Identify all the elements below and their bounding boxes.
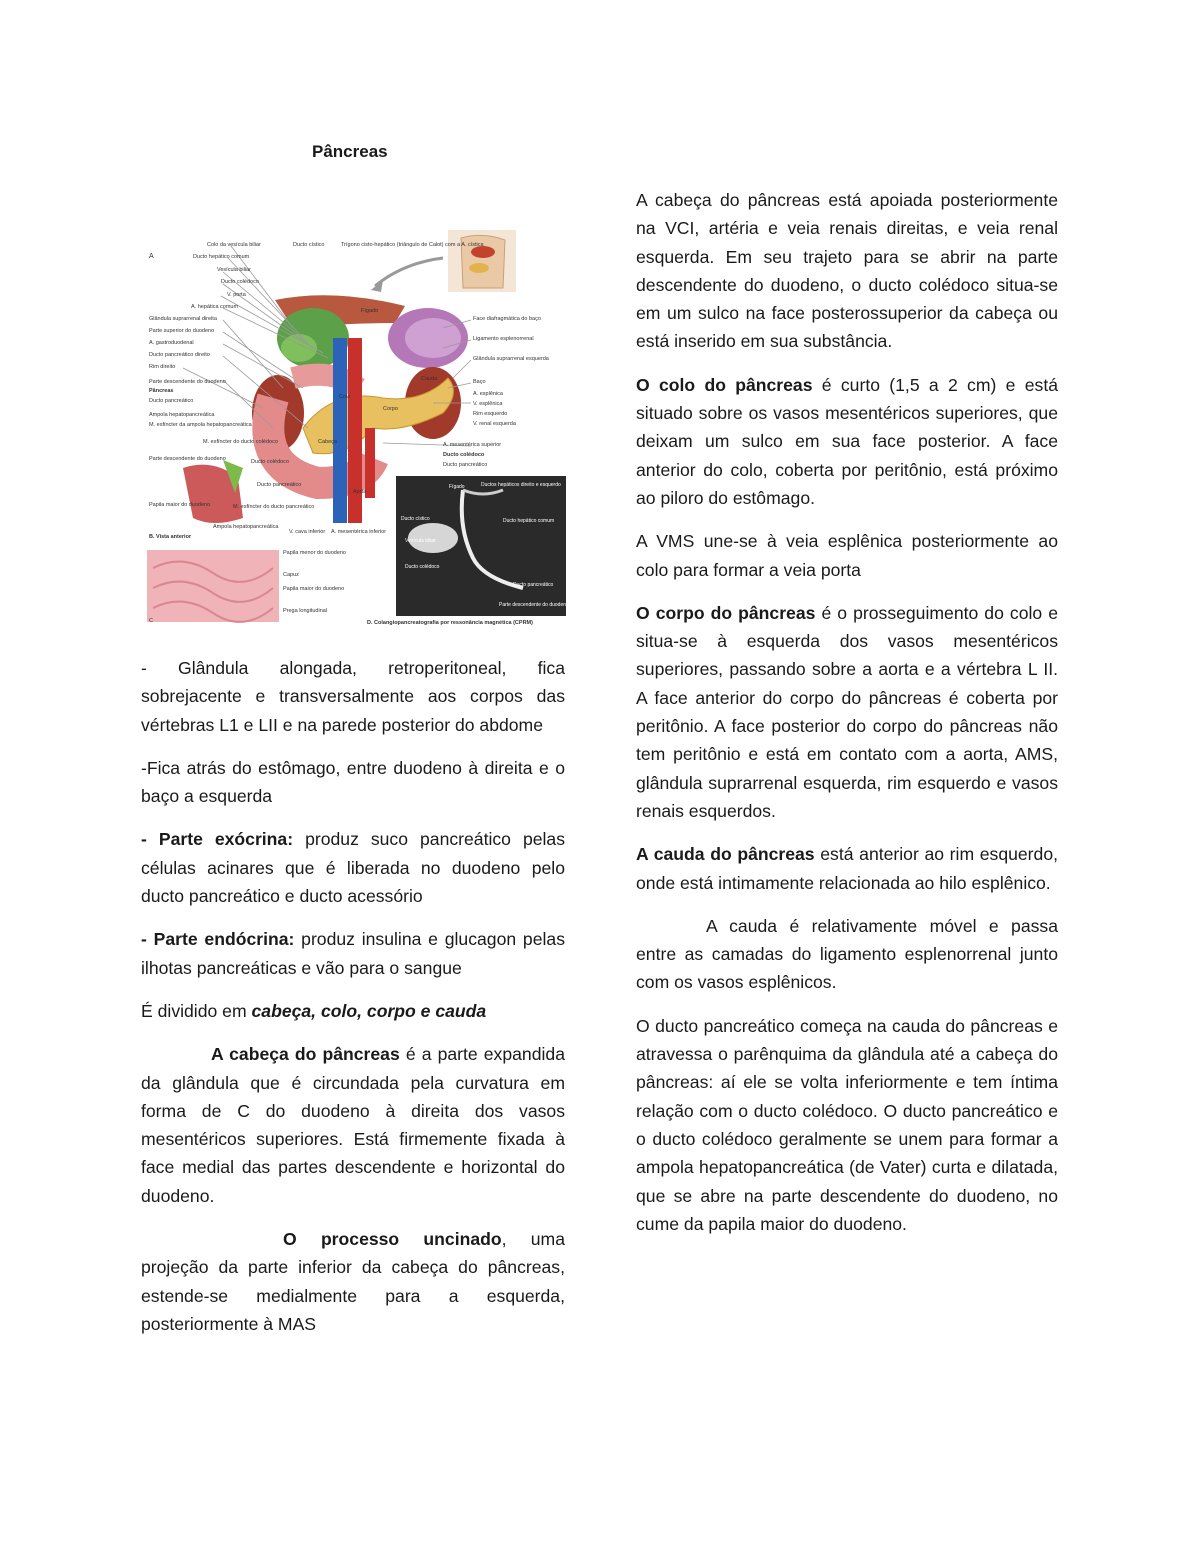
fig-label: Ampola hepatopancreática (213, 524, 279, 530)
fig-label: A. mesentérica superior (443, 442, 502, 448)
paragraph (141, 925, 565, 982)
right-column (636, 186, 1058, 1253)
fig-label: Glândula suprarrenal direita (149, 316, 217, 322)
organ-label: Aorta (353, 489, 367, 495)
organ-label: Cabeça (318, 439, 337, 445)
paragraph (636, 912, 1058, 997)
fig-label: Ligamento esplenorrenal (473, 336, 534, 342)
anatomy-figure (143, 228, 569, 634)
mri-label: Vesícula biliar (405, 538, 436, 544)
paragraph-text: é a parte expandida da glândula que é circundada pela curvatura em forma de C do duodeno à direita dos vasos mesentéricos superiores. Está firmemente fixada à face medial das partes descendente e horizontal do duodeno. (141, 1044, 565, 1206)
fig-label: A. esplênica (473, 391, 503, 397)
mri-label: Fígado (449, 484, 465, 490)
fig-label: A. gastroduodenal (149, 340, 194, 346)
paragraph (636, 1012, 1058, 1238)
paragraph (141, 997, 565, 1025)
paragraph-text: É dividido em (141, 1000, 252, 1021)
fig-label: V. esplênica (473, 401, 503, 407)
figure-label-d: D. Colangiopancreatografia por ressonância magnética (CPRM) (367, 620, 533, 626)
bold-term: A cauda do pâncreas (636, 844, 815, 865)
bold-term: - Parte endócrina: (141, 929, 295, 950)
fig-label: A. hepática comum (191, 304, 239, 310)
paragraph (636, 527, 1058, 584)
mri-label: Ducto colédoco (405, 564, 440, 570)
paragraph (636, 840, 1058, 897)
left-column (141, 654, 565, 1353)
paragraph-text: -Fica atrás do estômago, entre duodeno à direita e o baço a esquerda (141, 757, 565, 807)
fig-label: Papila menor do duodeno (283, 550, 346, 556)
fig-label: Prega longitudinal (283, 608, 328, 614)
fig-label: Capuz (283, 572, 299, 578)
fig-label: M. esfíncter da ampola hepatopancreática (149, 422, 252, 428)
paragraph (141, 825, 565, 910)
paragraph-text: O ducto pancreático começa na cauda do pâncreas e atravessa o parênquima da glândula até a cabeça do pâncreas: aí ele se volta inferiormente e tem íntima relação com o ducto colédoco. O ducto pancreático e o ducto colédoco geralmente se unem para formar a ampola hepatopancreática (de Vater) curta e dilatada, que se abre na parte descendente do duodeno, no cume da papila maior do duodeno. (636, 1015, 1058, 1234)
fig-label: Papila maior do duodeno (283, 586, 345, 592)
figure-label-c: C (149, 618, 153, 624)
fig-label: Ducto hepático comum (193, 254, 250, 260)
fig-label: Rim direito (149, 364, 176, 370)
fig-label: A. mesentérica inferior (331, 529, 387, 535)
fig-label: Parte descendente do duodeno (149, 379, 226, 385)
fig-label: Ducto pancreático (149, 398, 194, 404)
fig-label: Baço (473, 379, 486, 385)
paragraph (636, 599, 1058, 825)
mri-label: Parte descendente do duodeno (499, 602, 569, 608)
bold-term: O processo uncinado (283, 1229, 502, 1250)
paragraph-text: produz insulina e glucagon pelas ilhotas pancreáticas e vão para o sangue (141, 929, 565, 978)
organ-label: Cauda (421, 376, 438, 382)
fig-label: V. cava inferior (289, 529, 326, 535)
fig-label: V. renal esquerda (473, 421, 516, 427)
paragraph-text: A cabeça do pâncreas está apoiada posteriormente na VCI, artéria e veia renais direitas, e veia renal esquerda. Em seu trajeto para se abrir na parte descendente do duodeno, o ducto colédoco situa-se em um sulco na face posterossuperior da cabeça ou está inserido em sua substância. (636, 190, 1058, 352)
paragraph (141, 654, 565, 739)
organ-label: Corpo (383, 406, 398, 412)
fig-label: Rim esquerdo (473, 411, 508, 417)
fig-label: M. esfíncter do ducto pancreático (233, 504, 315, 510)
figure-label-a: A (149, 253, 154, 260)
fig-label: Ducto pancreático direito (149, 352, 210, 358)
paragraph-text: está anterior ao rim esquerdo, onde está intimamente relacionada ao hilo esplênico. (636, 844, 1058, 893)
bold-term: - Parte exócrina: (141, 829, 294, 850)
fig-label: Ducto colédoco (443, 452, 485, 458)
paragraph-text: A cauda é relativamente móvel e passa entre as camadas do ligamento esplenorrenal junto com os vasos esplênicos. (636, 915, 1058, 993)
fig-label: Papila maior do duodeno (149, 502, 211, 508)
paragraph (636, 371, 1058, 512)
paragraph-text: - Glândula alongada, retroperitoneal, fica sobrejacente e transversalmente aos corpos das vértebras L1 e LII e na parede posterior do abdome (141, 658, 565, 735)
bold-term: O corpo do pâncreas (636, 602, 816, 623)
paragraph (636, 186, 1058, 356)
paragraph-text: é curto (1,5 a 2 cm) e está situado sobre os vasos mesentéricos superiores, que deixam um sulco em sua face posterior. A face anterior do colo, coberta por peritônio, está próximo ao piloro do estômago. (636, 374, 1058, 508)
paragraph (141, 754, 565, 811)
fig-label: Trígono cisto-hepático (triângulo de Calot) com a A. cística (341, 242, 484, 248)
figure-label-b: B. Vista anterior (149, 534, 192, 540)
fig-label: Pâncreas (149, 388, 174, 394)
mri-label: Ducto cístico (401, 516, 430, 522)
paragraph-text: A VMS une-se à veia esplênica posteriormente ao colo para formar a veia porta (636, 531, 1058, 580)
fig-label: Ducto pancreático (443, 462, 488, 468)
fig-label: Parte descendente do duodeno (149, 456, 226, 462)
fig-label: Ampola hepatopancreática (149, 412, 215, 418)
organ-label: Colo (339, 394, 351, 400)
mri-label: Ductos hepáticos direito e esquerdo (481, 482, 561, 488)
italic-term: cabeça, colo, corpo e cauda (251, 1000, 487, 1021)
bold-term: O colo do pâncreas (636, 374, 813, 395)
body-inset-icon (448, 230, 516, 292)
mri-label: Ducto pancreático (513, 582, 554, 588)
paragraph-text: é o prosseguimento do colo e situa-se à esquerda dos vasos mesentéricos superiores, passando sobre a aorta e a vértebra L II. A face anterior do corpo do pâncreas é coberta por peritônio. A face posterior do corpo do pâncreas não tem peritônio e está em contato com a aorta, AMS, glândula suprarrenal esquerda, rim esquerdo e vasos renais esquerdos. (636, 602, 1058, 821)
organ-label: Fígado (361, 308, 379, 314)
mri-label: Ducto hepático comum (503, 518, 555, 524)
fig-label: Ducto pancreático (257, 482, 302, 488)
fig-label: Colo da vesícula biliar (207, 242, 261, 248)
paragraph-text: produz suco pancreático pelas células acinares que é liberada no duodeno pelo ducto pancreático e ducto acessório (141, 829, 566, 907)
fig-label: Ducto colédoco (251, 459, 289, 465)
fig-label: Face diafragmática do baço (473, 316, 541, 322)
paragraph (141, 1040, 565, 1210)
fig-label: Glândula suprarrenal esquerda (473, 356, 549, 362)
page-title: Pâncreas (312, 142, 388, 161)
fig-label: M. esfíncter do ducto colédoco (203, 439, 278, 445)
paragraph-text: , uma projeção da parte inferior da cabeça do pâncreas, estende-se medialmente para a esquerda, posteriormente à MAS (141, 1229, 565, 1334)
fig-label: Vesícula biliar (217, 267, 251, 273)
fig-label: Parte superior do duodeno (149, 328, 215, 334)
fig-label: Ducto colédoco (221, 279, 259, 285)
fig-label: Ducto cístico (293, 242, 325, 248)
fig-label: V. porta (227, 292, 246, 298)
bold-term: A cabeça do pâncreas (211, 1044, 400, 1065)
paragraph (141, 1225, 565, 1338)
